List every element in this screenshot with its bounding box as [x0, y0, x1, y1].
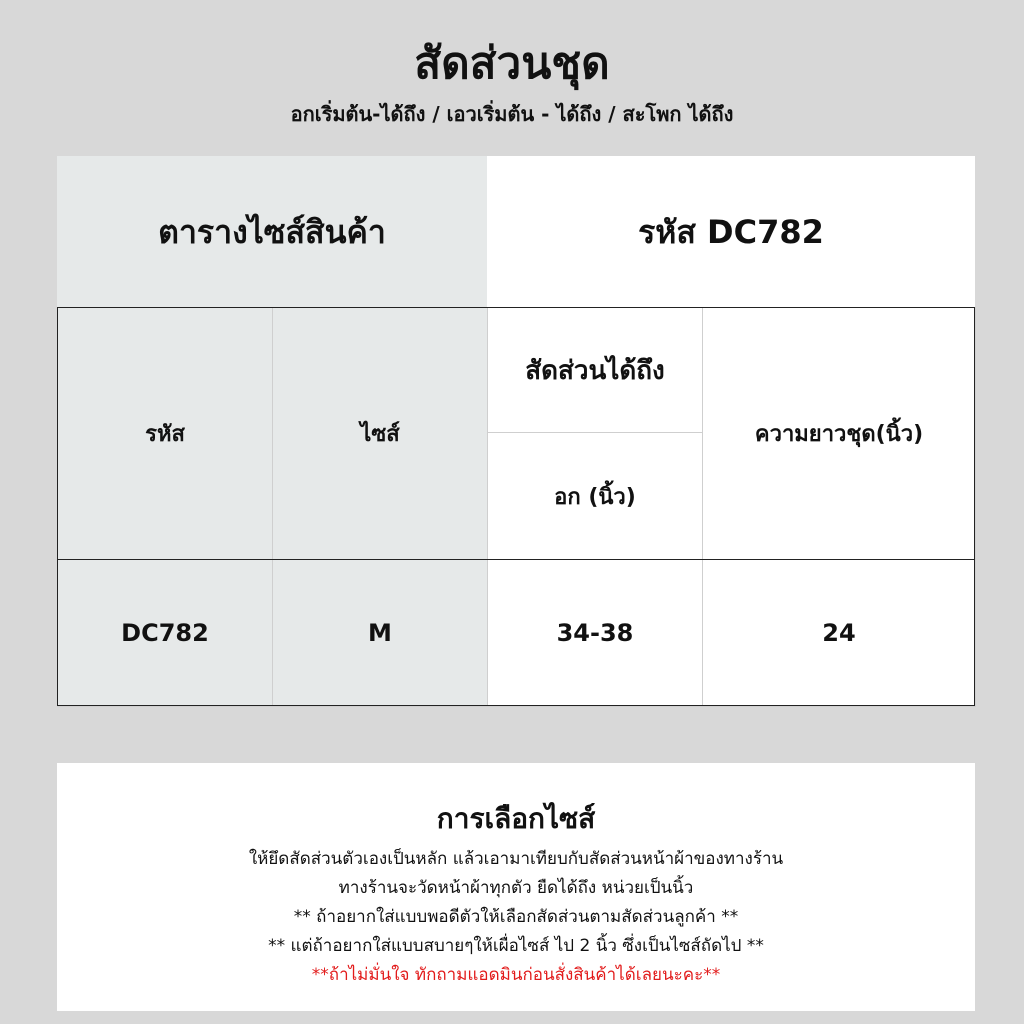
table-right-edge	[974, 307, 975, 560]
size-guide-line: ** ถ้าอยากใส่แบบพอดีตัวให้เลือกสัดส่วนตามสัดส่วนลูกค้า **	[293, 907, 739, 927]
size-table	[57, 307, 976, 707]
cell-code: DC782	[58, 560, 273, 707]
column-header-size: ไซส์	[273, 308, 488, 560]
page-title: สัดส่วนชุด	[414, 38, 610, 89]
cell-chest: 34-38	[488, 560, 703, 707]
size-guide-panel	[57, 763, 975, 1011]
size-chart-title: ตารางไซส์สินค้า	[57, 156, 487, 308]
table-divider	[57, 559, 975, 560]
column-header-chest: อก (นิ้ว)	[488, 433, 703, 560]
size-chart-header	[57, 156, 975, 308]
size-guide-line: ** แต่ถ้าอยากใส่แบบสบายๆให้เผื่อไซส์ ไป 2 นิ้ว ซึ่งเป็นไซส์ถัดไป **	[268, 936, 764, 956]
size-guide-line: ให้ยึดสัดส่วนตัวเองเป็นหลัก แล้วเอามาเทียบกับสัดส่วนหน้าผ้าของทางร้าน	[248, 849, 784, 869]
size-guide-line: ทางร้านจะวัดหน้าผ้าทุกตัว ยืดได้ถึง หน่วยเป็นนิ้ว	[338, 878, 694, 898]
size-guide-warning: **ถ้าไม่มั่นใจ ทักถามแอดมินก่อนสั่งสินค้าได้เลยนะคะ**	[311, 965, 721, 985]
column-header-range-group: สัดส่วนได้ถึง	[488, 308, 703, 433]
table-row	[58, 560, 976, 707]
page-subtitle: อกเริ่มต้น-ได้ถึง / เอวเริ่มต้น - ได้ถึง / สะโพก ได้ถึง	[290, 102, 734, 126]
cell-length: 24	[703, 560, 976, 707]
cell-size: M	[273, 560, 488, 707]
column-header-length: ความยาวชุด(นิ้ว)	[703, 308, 976, 560]
column-header-code: รหัส	[58, 308, 273, 560]
size-guide-title: การเลือกไซส์	[436, 802, 596, 835]
product-code-label: รหัส DC782	[487, 156, 975, 308]
